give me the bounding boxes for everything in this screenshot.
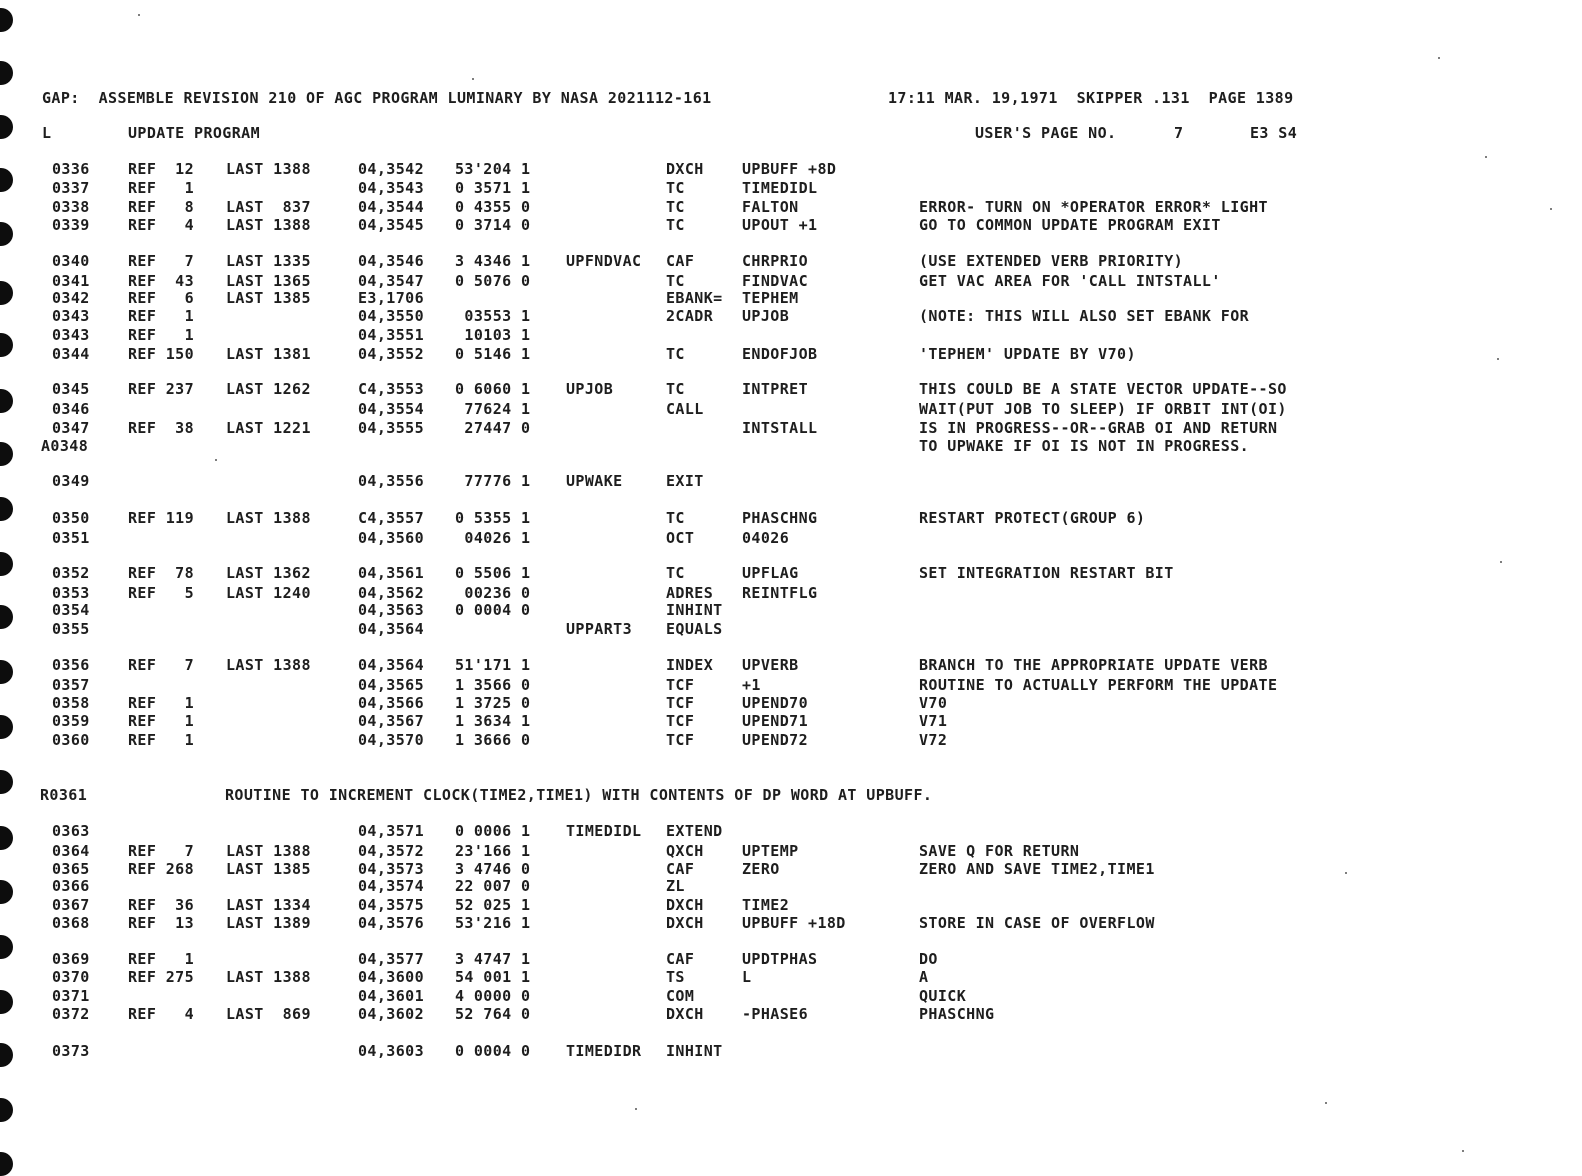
line-no: 0359 xyxy=(52,712,90,730)
line-op: TCF xyxy=(666,676,695,694)
line-op: TC xyxy=(666,509,685,527)
line-comment: GO TO COMMON UPDATE PROGRAM EXIT xyxy=(919,216,1221,234)
line-no: 0357 xyxy=(52,676,90,694)
line-code: 0 3714 0 xyxy=(455,216,531,234)
line-no: 0365 xyxy=(52,860,90,878)
line-code: 1 3666 0 xyxy=(455,731,531,749)
line-no: 0363 xyxy=(52,822,90,840)
line-addr: 04,3545 xyxy=(358,216,425,234)
line-addr: 04,3576 xyxy=(358,914,425,932)
sprocket-hole xyxy=(0,389,13,413)
line-op: DXCH xyxy=(666,896,704,914)
line-ref: REF 119 xyxy=(128,509,195,527)
sprocket-hole xyxy=(0,826,13,850)
line-no: 0373 xyxy=(52,1042,90,1060)
line-op: TC xyxy=(666,345,685,363)
line-code: 10103 1 xyxy=(455,326,531,344)
line-addr: 04,3563 xyxy=(358,601,425,619)
line-addr: C4,3553 xyxy=(358,380,425,398)
line-addr: 04,3603 xyxy=(358,1042,425,1060)
scan-speck xyxy=(1497,358,1499,360)
line-addr: 04,3564 xyxy=(358,656,425,674)
line-code: 0 0004 0 xyxy=(455,1042,531,1060)
line-operand: UPBUFF +8D xyxy=(742,160,837,178)
line-ref: REF 4 xyxy=(128,216,195,234)
line-no: 0372 xyxy=(52,1005,90,1023)
sprocket-hole xyxy=(0,497,13,521)
line-op: ZL xyxy=(666,877,685,895)
line-comment: A xyxy=(919,968,929,986)
line-ref: REF 8 xyxy=(128,198,195,216)
line-no: 0364 xyxy=(52,842,90,860)
line-no: 0345 xyxy=(52,380,90,398)
line-no: 0338 xyxy=(52,198,90,216)
line-comment: PHASCHNG xyxy=(919,1005,995,1023)
sprocket-hole xyxy=(0,61,13,85)
line-code: 0 0004 0 xyxy=(455,601,531,619)
line-comment: DO xyxy=(919,950,938,968)
line-operand: INTSTALL xyxy=(742,419,818,437)
line-no: 0370 xyxy=(52,968,90,986)
line-comment: THIS COULD BE A STATE VECTOR UPDATE--SO xyxy=(919,380,1287,398)
line-op: EXTEND xyxy=(666,822,723,840)
line-operand: ZERO xyxy=(742,860,780,878)
sprocket-hole xyxy=(0,333,13,357)
scan-speck xyxy=(1500,561,1502,563)
line-op: INHINT xyxy=(666,601,723,619)
line-code: 0 5355 1 xyxy=(455,509,531,527)
line-comment: V70 xyxy=(919,694,948,712)
line-comment: STORE IN CASE OF OVERFLOW xyxy=(919,914,1155,932)
line-code: 3 4346 1 xyxy=(455,252,531,270)
sprocket-hole xyxy=(0,1043,13,1067)
line-last: LAST 1362 xyxy=(226,564,311,582)
line-no: 0350 xyxy=(52,509,90,527)
line-addr: C4,3557 xyxy=(358,509,425,527)
line-op: CAF xyxy=(666,252,695,270)
sprocket-hole xyxy=(0,605,13,629)
subheader-bank: E3 S4 xyxy=(1250,124,1298,142)
line-code: 52 764 0 xyxy=(455,1005,531,1023)
line-addr: E3,1706 xyxy=(358,289,425,307)
line-ref: REF 1 xyxy=(128,712,195,730)
line-no: 0368 xyxy=(52,914,90,932)
line-no: 0341 xyxy=(52,272,90,290)
line-operand: 04026 xyxy=(742,529,790,547)
subheader-page-number: 7 xyxy=(1174,124,1184,142)
line-addr: 04,3601 xyxy=(358,987,425,1005)
line-ref: REF 1 xyxy=(128,307,195,325)
line-ref: REF 13 xyxy=(128,914,195,932)
line-op: TC xyxy=(666,380,685,398)
line-ref: REF 1 xyxy=(128,694,195,712)
line-addr: 04,3577 xyxy=(358,950,425,968)
scan-speck xyxy=(1345,872,1347,874)
line-ref: REF 1 xyxy=(128,179,195,197)
line-code: 0 5146 1 xyxy=(455,345,531,363)
line-last: LAST 1388 xyxy=(226,160,311,178)
line-code: 04026 1 xyxy=(455,529,531,547)
line-no: 0355 xyxy=(52,620,90,638)
line-no: 0347 xyxy=(52,419,90,437)
line-last: LAST 837 xyxy=(226,198,311,216)
scan-speck xyxy=(215,459,217,461)
line-label: UPJOB xyxy=(566,380,614,398)
scan-speck xyxy=(1325,1102,1327,1104)
line-op: CAF xyxy=(666,950,695,968)
line-no: 0343 xyxy=(52,326,90,344)
line-last: LAST 1221 xyxy=(226,419,311,437)
line-comment: WAIT(PUT JOB TO SLEEP) IF ORBIT INT(OI) xyxy=(919,400,1287,418)
line-op: OCT xyxy=(666,529,695,547)
line-operand: UPTEMP xyxy=(742,842,799,860)
line-operand: FALTON xyxy=(742,198,799,216)
line-addr: 04,3547 xyxy=(358,272,425,290)
line-remark: ROUTINE TO INCREMENT CLOCK(TIME2,TIME1) WITH CONTENTS OF DP WORD AT UPBUFF. xyxy=(225,786,933,804)
line-operand: INTPRET xyxy=(742,380,809,398)
line-code: 1 3566 0 xyxy=(455,676,531,694)
line-label: UPPART3 xyxy=(566,620,633,638)
line-code: 0 5506 1 xyxy=(455,564,531,582)
subheader-title: UPDATE PROGRAM xyxy=(128,124,261,142)
line-op: EBANK= xyxy=(666,289,723,307)
line-operand: -PHASE6 xyxy=(742,1005,809,1023)
line-no: 0353 xyxy=(52,584,90,602)
line-operand: TEPHEM xyxy=(742,289,799,307)
line-operand: +1 xyxy=(742,676,761,694)
line-addr: 04,3570 xyxy=(358,731,425,749)
line-comment: SAVE Q FOR RETURN xyxy=(919,842,1080,860)
line-no: 0356 xyxy=(52,656,90,674)
line-ref: REF 1 xyxy=(128,950,195,968)
line-op: ADRES xyxy=(666,584,714,602)
scan-speck xyxy=(138,14,140,16)
sprocket-hole xyxy=(0,442,13,466)
line-op: TC xyxy=(666,179,685,197)
line-operand: FINDVAC xyxy=(742,272,809,290)
line-no: 0343 xyxy=(52,307,90,325)
line-ref: REF 268 xyxy=(128,860,195,878)
line-comment: ZERO AND SAVE TIME2,TIME1 xyxy=(919,860,1155,878)
line-code: 03553 1 xyxy=(455,307,531,325)
line-no: 0369 xyxy=(52,950,90,968)
line-op: DXCH xyxy=(666,1005,704,1023)
line-ref: REF 38 xyxy=(128,419,195,437)
line-op: TC xyxy=(666,216,685,234)
line-operand: UPEND70 xyxy=(742,694,809,712)
line-op: TC xyxy=(666,198,685,216)
scan-speck xyxy=(1550,208,1552,210)
sprocket-hole xyxy=(0,8,13,32)
line-addr: 04,3556 xyxy=(358,472,425,490)
line-addr: 04,3550 xyxy=(358,307,425,325)
line-op: CALL xyxy=(666,400,704,418)
line-code: 0 0006 1 xyxy=(455,822,531,840)
line-no: R0361 xyxy=(40,786,88,804)
line-no: 0346 xyxy=(52,400,90,418)
line-comment: SET INTEGRATION RESTART BIT xyxy=(919,564,1174,582)
line-code: 22 007 0 xyxy=(455,877,531,895)
line-code: 0 5076 0 xyxy=(455,272,531,290)
line-operand: UPOUT +1 xyxy=(742,216,818,234)
line-code: 52 025 1 xyxy=(455,896,531,914)
line-op: COM xyxy=(666,987,695,1005)
line-op: QXCH xyxy=(666,842,704,860)
sprocket-hole xyxy=(0,1098,13,1122)
line-code: 0 3571 1 xyxy=(455,179,531,197)
line-addr: 04,3555 xyxy=(358,419,425,437)
line-code: 3 4746 0 xyxy=(455,860,531,878)
line-ref: REF 12 xyxy=(128,160,195,178)
line-operand: UPEND71 xyxy=(742,712,809,730)
scan-speck xyxy=(1485,156,1487,158)
line-label: TIMEDIDR xyxy=(566,1042,642,1060)
line-last: LAST 1388 xyxy=(226,216,311,234)
line-ref: REF 237 xyxy=(128,380,195,398)
line-last: LAST 1385 xyxy=(226,289,311,307)
line-addr: 04,3565 xyxy=(358,676,425,694)
line-op: TCF xyxy=(666,731,695,749)
line-comment: ERROR- TURN ON *OPERATOR ERROR* LIGHT xyxy=(919,198,1268,216)
sprocket-hole xyxy=(0,552,13,576)
scan-speck xyxy=(472,78,474,80)
scan-speck xyxy=(1438,57,1440,59)
line-operand: UPBUFF +18D xyxy=(742,914,846,932)
line-addr: 04,3543 xyxy=(358,179,425,197)
line-last: LAST 1388 xyxy=(226,656,311,674)
line-operand: UPEND72 xyxy=(742,731,809,749)
line-code: 77776 1 xyxy=(455,472,531,490)
line-no: 0349 xyxy=(52,472,90,490)
header-program-info: GAP: ASSEMBLE REVISION 210 OF AGC PROGRAM LUMINARY BY NASA 2021112-161 xyxy=(42,89,712,107)
line-comment: ROUTINE TO ACTUALLY PERFORM THE UPDATE xyxy=(919,676,1278,694)
line-no: 0337 xyxy=(52,179,90,197)
line-last: LAST 1389 xyxy=(226,914,311,932)
line-no: 0352 xyxy=(52,564,90,582)
line-code: 3 4747 1 xyxy=(455,950,531,968)
line-addr: 04,3560 xyxy=(358,529,425,547)
line-code: 53'204 1 xyxy=(455,160,531,178)
line-addr: 04,3564 xyxy=(358,620,425,638)
line-addr: 04,3554 xyxy=(358,400,425,418)
sprocket-hole xyxy=(0,660,13,684)
line-addr: 04,3562 xyxy=(358,584,425,602)
line-last: LAST 1388 xyxy=(226,968,311,986)
line-ref: REF 6 xyxy=(128,289,195,307)
line-code: 4 0000 0 xyxy=(455,987,531,1005)
line-no: 0358 xyxy=(52,694,90,712)
line-no: 0351 xyxy=(52,529,90,547)
line-op: EXIT xyxy=(666,472,704,490)
line-code: 54 001 1 xyxy=(455,968,531,986)
line-no: A0348 xyxy=(41,437,89,455)
line-last: LAST 1385 xyxy=(226,860,311,878)
scan-speck xyxy=(1462,1150,1464,1152)
line-addr: 04,3552 xyxy=(358,345,425,363)
line-code: 00236 0 xyxy=(455,584,531,602)
listing-subheader xyxy=(0,124,1298,144)
line-no: 0339 xyxy=(52,216,90,234)
line-addr: 04,3600 xyxy=(358,968,425,986)
line-code: 0 4355 0 xyxy=(455,198,531,216)
line-ref: REF 1 xyxy=(128,326,195,344)
line-op: CAF xyxy=(666,860,695,878)
line-operand: PHASCHNG xyxy=(742,509,818,527)
line-ref: REF 275 xyxy=(128,968,195,986)
line-operand: UPJOB xyxy=(742,307,790,325)
line-ref: REF 7 xyxy=(128,656,195,674)
line-label: TIMEDIDL xyxy=(566,822,642,840)
line-addr: 04,3566 xyxy=(358,694,425,712)
line-addr: 04,3567 xyxy=(358,712,425,730)
line-no: 0354 xyxy=(52,601,90,619)
header-date-page: 17:11 MAR. 19,1971 SKIPPER .131 PAGE 1389 xyxy=(888,89,1294,107)
line-code: 1 3634 1 xyxy=(455,712,531,730)
line-addr: 04,3602 xyxy=(358,1005,425,1023)
line-ref: REF 1 xyxy=(128,731,195,749)
line-code: 51'171 1 xyxy=(455,656,531,674)
line-no: 0360 xyxy=(52,731,90,749)
sprocket-hole xyxy=(0,770,13,794)
subheader-page-label: USER'S PAGE NO. xyxy=(975,124,1117,142)
line-addr: 04,3544 xyxy=(358,198,425,216)
line-comment: (USE EXTENDED VERB PRIORITY) xyxy=(919,252,1184,270)
line-label: UPFNDVAC xyxy=(566,252,642,270)
sprocket-hole xyxy=(0,880,13,904)
sprocket-hole xyxy=(0,715,13,739)
line-comment: QUICK xyxy=(919,987,967,1005)
line-op: INHINT xyxy=(666,1042,723,1060)
line-op: DXCH xyxy=(666,160,704,178)
line-code: 23'166 1 xyxy=(455,842,531,860)
line-addr: 04,3571 xyxy=(358,822,425,840)
line-ref: REF 5 xyxy=(128,584,195,602)
line-addr: 04,3574 xyxy=(358,877,425,895)
line-ref: REF 43 xyxy=(128,272,195,290)
line-no: 0366 xyxy=(52,877,90,895)
line-comment: BRANCH TO THE APPROPRIATE UPDATE VERB xyxy=(919,656,1268,674)
line-last: LAST 1262 xyxy=(226,380,311,398)
line-last: LAST 1334 xyxy=(226,896,311,914)
line-ref: REF 7 xyxy=(128,842,195,860)
line-comment: V72 xyxy=(919,731,948,749)
line-op: TS xyxy=(666,968,685,986)
line-last: LAST 1388 xyxy=(226,842,311,860)
line-addr: 04,3542 xyxy=(358,160,425,178)
line-code: 27447 0 xyxy=(455,419,531,437)
subheader-marker: L xyxy=(42,124,52,142)
line-last: LAST 1388 xyxy=(226,509,311,527)
line-addr: 04,3561 xyxy=(358,564,425,582)
sprocket-hole xyxy=(0,990,13,1014)
line-comment: GET VAC AREA FOR 'CALL INTSTALL' xyxy=(919,272,1221,290)
line-comment: 'TEPHEM' UPDATE BY V70) xyxy=(919,345,1136,363)
line-addr: 04,3575 xyxy=(358,896,425,914)
line-code: 53'216 1 xyxy=(455,914,531,932)
line-addr: 04,3572 xyxy=(358,842,425,860)
line-op: EQUALS xyxy=(666,620,723,638)
line-operand: UPFLAG xyxy=(742,564,799,582)
line-code: 77624 1 xyxy=(455,400,531,418)
line-operand: REINTFLG xyxy=(742,584,818,602)
line-label: UPWAKE xyxy=(566,472,623,490)
line-ref: REF 150 xyxy=(128,345,195,363)
line-no: 0340 xyxy=(52,252,90,270)
line-operand: ENDOFJOB xyxy=(742,345,818,363)
line-comment: V71 xyxy=(919,712,948,730)
sprocket-hole xyxy=(0,1152,13,1176)
line-last: LAST 1240 xyxy=(226,584,311,602)
line-comment: RESTART PROTECT(GROUP 6) xyxy=(919,509,1146,527)
line-operand: L xyxy=(742,968,752,986)
line-last: LAST 1365 xyxy=(226,272,311,290)
line-comment: TO UPWAKE IF OI IS NOT IN PROGRESS. xyxy=(919,437,1250,455)
line-ref: REF 7 xyxy=(128,252,195,270)
line-op: INDEX xyxy=(666,656,714,674)
line-operand: UPVERB xyxy=(742,656,799,674)
line-op: 2CADR xyxy=(666,307,714,325)
line-last: LAST 869 xyxy=(226,1005,311,1023)
line-operand: TIME2 xyxy=(742,896,790,914)
sprocket-hole xyxy=(0,935,13,959)
line-op: TCF xyxy=(666,694,695,712)
line-operand: TIMEDIDL xyxy=(742,179,818,197)
listing-header xyxy=(0,89,1294,109)
line-op: DXCH xyxy=(666,914,704,932)
line-op: TCF xyxy=(666,712,695,730)
line-ref: REF 78 xyxy=(128,564,195,582)
line-last: LAST 1335 xyxy=(226,252,311,270)
line-comment: (NOTE: THIS WILL ALSO SET EBANK FOR xyxy=(919,307,1250,325)
line-comment: IS IN PROGRESS--OR--GRAB OI AND RETURN xyxy=(919,419,1278,437)
line-code: 0 6060 1 xyxy=(455,380,531,398)
line-addr: 04,3573 xyxy=(358,860,425,878)
line-operand: CHRPRIO xyxy=(742,252,809,270)
line-no: 0342 xyxy=(52,289,90,307)
line-op: TC xyxy=(666,564,685,582)
line-operand: UPDTPHAS xyxy=(742,950,818,968)
line-op: TC xyxy=(666,272,685,290)
line-no: 0336 xyxy=(52,160,90,178)
line-ref: REF 4 xyxy=(128,1005,195,1023)
sprocket-hole xyxy=(0,281,13,305)
line-last: LAST 1381 xyxy=(226,345,311,363)
line-no: 0344 xyxy=(52,345,90,363)
line-ref: REF 36 xyxy=(128,896,195,914)
line-addr: 04,3551 xyxy=(358,326,425,344)
line-code: 1 3725 0 xyxy=(455,694,531,712)
line-addr: 04,3546 xyxy=(358,252,425,270)
scan-speck xyxy=(635,1108,637,1110)
line-no: 0371 xyxy=(52,987,90,1005)
line-no: 0367 xyxy=(52,896,90,914)
